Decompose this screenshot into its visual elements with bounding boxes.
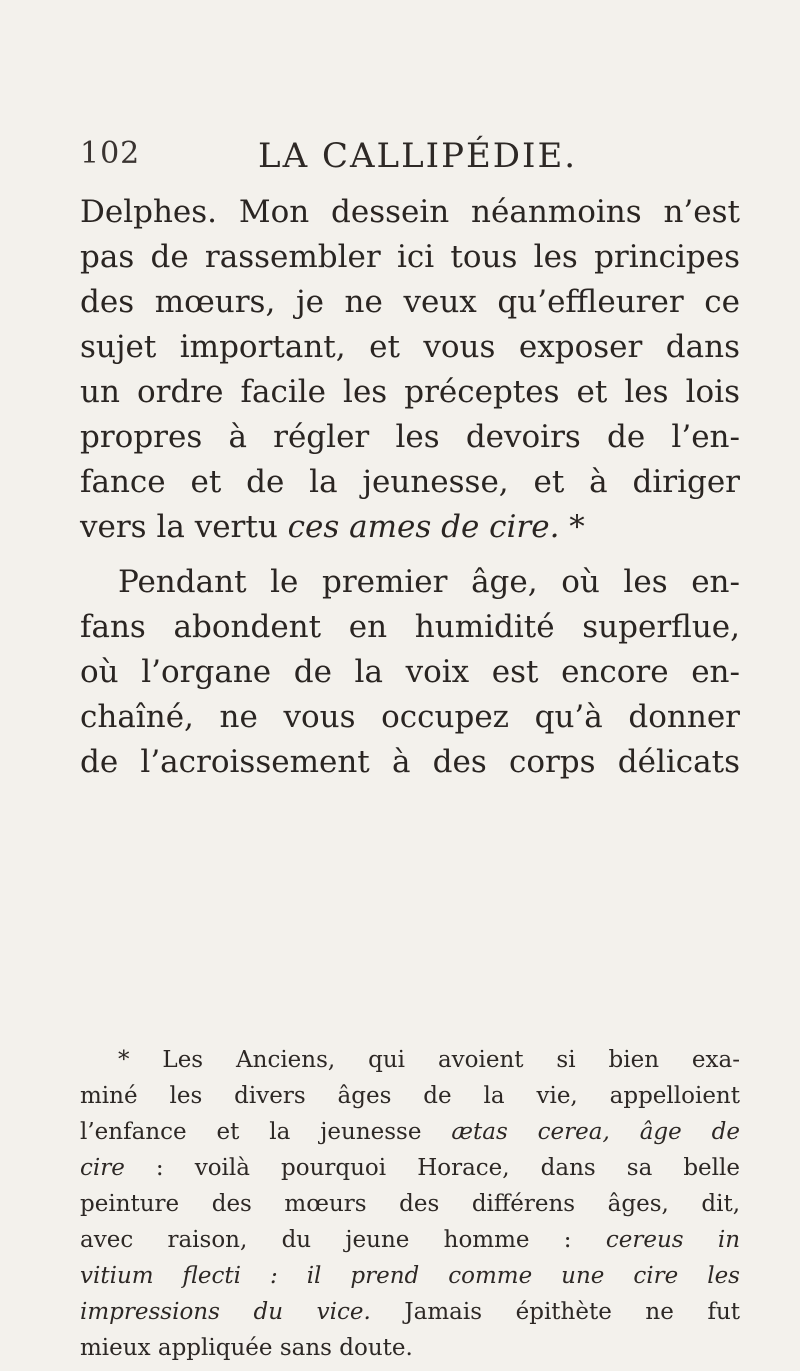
footnote-mark: *: [559, 509, 585, 545]
page-header: [80, 136, 740, 184]
footnote-line-3-start: l’enfance et la jeunesse: [80, 1119, 452, 1145]
paragraph-1-line-8: [80, 505, 740, 550]
footnote-line-6: [80, 1222, 740, 1258]
footnote-line-7: vitium flecti : il prend comme une cire les: [80, 1263, 740, 1289]
paragraph-2-line-2: fans abondent en humidité superflue,: [80, 609, 740, 645]
footnote: [80, 1042, 740, 1366]
paragraph-2-line-1: Pendant le premier âge, où les en-: [118, 564, 740, 600]
footnote-line-9: mieux appliquée sans doute.: [80, 1335, 413, 1361]
footnote-line-8-italic: impressions du vice.: [80, 1299, 371, 1325]
footnote-line-3: [80, 1114, 740, 1150]
line-8-start: vers la vertu: [80, 509, 288, 545]
footnote-line-8: [80, 1294, 740, 1330]
footnote-line-4: [80, 1150, 740, 1186]
running-title: LA CALLIPÉDIE.: [258, 136, 578, 176]
line-8-italic: ces ames de cire.: [287, 509, 560, 545]
paragraph-gap: [80, 550, 740, 560]
paragraph-1-line-3: des mœurs, je ne veux qu’effleurer ce: [80, 284, 740, 320]
paragraph-1-line-7: fance et de la jeunesse, et à diriger: [80, 464, 740, 500]
body-text: [80, 190, 740, 785]
footnote-line-2: miné les divers âges de la vie, appelloient: [80, 1083, 740, 1109]
footnote-line-1: * Les Anciens, qui avoient si bien exa-: [118, 1047, 740, 1073]
paragraph-2-line-3: où l’organe de la voix est encore en-: [80, 654, 740, 690]
footnote-line-8-rest: Jamais épithète ne fut: [370, 1299, 741, 1325]
paragraph-2-line-4: chaîné, ne vous occupez qu’à donner: [80, 699, 740, 735]
page-number: 102: [80, 136, 141, 171]
footnote-line-3-italic: ætas cerea, âge de: [451, 1119, 740, 1145]
paragraph-2-line-5: de l’acroissement à des corps délicats: [80, 744, 740, 780]
footnote-line-6-start: avec raison, du jeune homme :: [80, 1227, 606, 1253]
footnote-line-5: peinture des mœurs des différens âges, dit,: [80, 1191, 740, 1217]
paragraph-1-line-1: Delphes. Mon dessein néanmoins n’est: [80, 194, 740, 230]
paragraph-1-line-5: un ordre facile les préceptes et les lois: [80, 374, 740, 410]
footnote-line-4-italic: cire: [80, 1155, 125, 1181]
footnote-line-4-rest: : voilà pourquoi Horace, dans sa belle: [124, 1155, 740, 1181]
footnote-line-6-italic: cereus in: [605, 1227, 741, 1253]
paragraph-1-line-2: pas de rassembler ici tous les principes: [80, 239, 740, 275]
paragraph-1-line-6: propres à régler les devoirs de l’en-: [80, 419, 740, 455]
paragraph-1-line-4: sujet important, et vous exposer dans: [80, 329, 740, 365]
